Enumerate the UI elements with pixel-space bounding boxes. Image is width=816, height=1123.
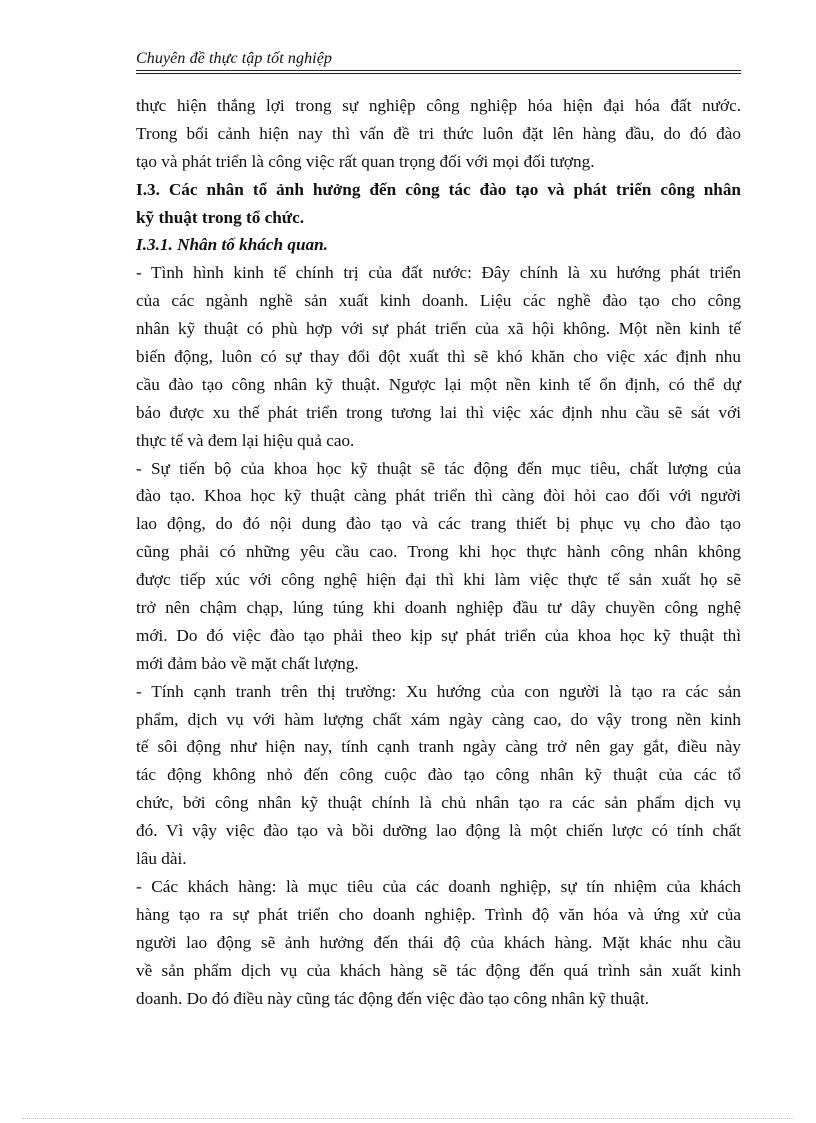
text-line: lao động, do đó nội dung đào tạo và các trang thiết bị phục vụ cho đào tạo — [136, 514, 741, 534]
text-line: thực hiện thắng lợi trong sự nghiệp công nghiệp hóa hiện đại hóa đất nước. — [136, 96, 741, 115]
text-line: của các ngành nghề sản xuất kinh doanh. Liệu các nghề đào tạo cho công — [136, 291, 741, 311]
header-double-rule — [136, 70, 741, 74]
text-line: biến động, luôn có sự thay đổi đột xuất thì sẽ khó khăn cho việc xác định nhu — [136, 347, 741, 367]
text-line: đào tạo. Khoa học kỹ thuật càng phát triển thì càng đòi hỏi cao đối với người — [136, 486, 741, 506]
text-line: - Tình hình kinh tế chính trị của đất nước: Đây chính là xu hướng phát triển — [136, 263, 741, 283]
paragraph-last-line: doanh. Do đó điều này cũng tác động đến việc đào tạo công nhân kỹ thuật. — [136, 988, 650, 1008]
section-heading-line: kỹ thuật trong tổ chức. — [136, 207, 305, 227]
text-line: trở nên chậm chạp, lúng túng khi doanh nghiệp đầu tư dây chuyền công nghệ — [136, 598, 741, 618]
text-line: được tiếp xúc với công nghệ hiện đại thì khi làm việc thực tế sản xuất họ sẽ — [136, 570, 741, 590]
paragraph-last-line: lâu dài. — [136, 849, 187, 869]
text-line: cầu đào tạo công nhân kỹ thuật. Ngược lại một nền kinh tế ổn định, có thể dự — [136, 374, 741, 394]
paragraph-last-line: thực tế và đem lại hiệu quả cao. — [136, 430, 355, 450]
paragraph-last-line: mới đảm bảo về mặt chất lượng. — [136, 653, 359, 673]
text-line: phẩm, dịch vụ với hàm lượng chất xám ngày càng cao, do vậy trong nền kinh — [136, 709, 741, 729]
text-line: cũng phải có những yêu cầu cao. Trong khi học thực hành công nhân không — [136, 542, 741, 562]
text-line: - Tính cạnh tranh trên thị trường: Xu hướng của con người là tạo ra các sản — [136, 681, 741, 701]
text-line: người lao động sẽ ảnh hưởng đến thái độ của khách hàng. Mặt khác nhu cầu — [136, 932, 741, 952]
text-line: mới. Do đó việc đào tạo phải theo kịp sự phát triển của khoa học kỹ thuật thì — [136, 625, 741, 645]
text-line: nhân kỹ thuật có phù hợp với sự phát triển của xã hội không. Một nền kinh tế — [136, 319, 741, 339]
text-line: Trong bối cảnh hiện nay thì vấn đề tri thức luôn đặt lên hàng đầu, do đó đào — [136, 123, 741, 143]
text-line: - Sự tiến bộ của khoa học kỹ thuật sẽ tác động đến mục tiêu, chất lượng của — [136, 458, 741, 478]
text-line: hàng tạo ra sự phát triển cho doanh nghiệp. Trình độ văn hóa và ứng xử của — [136, 904, 741, 924]
text-line: tế sôi động như hiện nay, tính cạnh tranh ngày càng trở nên gay gắt, điều này — [136, 737, 741, 757]
paragraph-last-line: tạo và phát triển là công việc rất quan trọng đối với mọi đối tượng. — [136, 151, 595, 171]
text-line: về sản phẩm dịch vụ của khách hàng sẽ tác động đến quá trình sản xuất kinh — [136, 960, 741, 980]
subsection-heading: I.3.1. Nhân tố khách quan. — [136, 235, 328, 255]
running-header: Chuyên đề thực tập tốt nghiệp — [136, 50, 333, 67]
text-line: đó. Vì vậy việc đào tạo và bồi dưỡng lao động là một chiến lược có tính chất — [136, 821, 741, 841]
text-line: - Các khách hàng: là mục tiêu của các doanh nghiệp, sự tín nhiệm của khách — [136, 876, 741, 896]
text-line: chức, bởi công nhân kỹ thuật chính là chủ nhân tạo ra các sản phẩm dịch vụ — [136, 793, 741, 813]
section-heading-line: I.3. Các nhân tố ảnh hưởng đến công tác đào tạo và phát triển công nhân — [136, 179, 741, 199]
text-line: tác động không nhỏ đến công cuộc đào tạo công nhân kỹ thuật của các tổ — [136, 765, 741, 785]
text-line: báo được xu thế phát triển trong tương lai thì việc xác định nhu cầu sẽ sát với — [136, 402, 741, 422]
body-text — [136, 92, 741, 1012]
page-bottom-rule — [22, 1118, 794, 1119]
